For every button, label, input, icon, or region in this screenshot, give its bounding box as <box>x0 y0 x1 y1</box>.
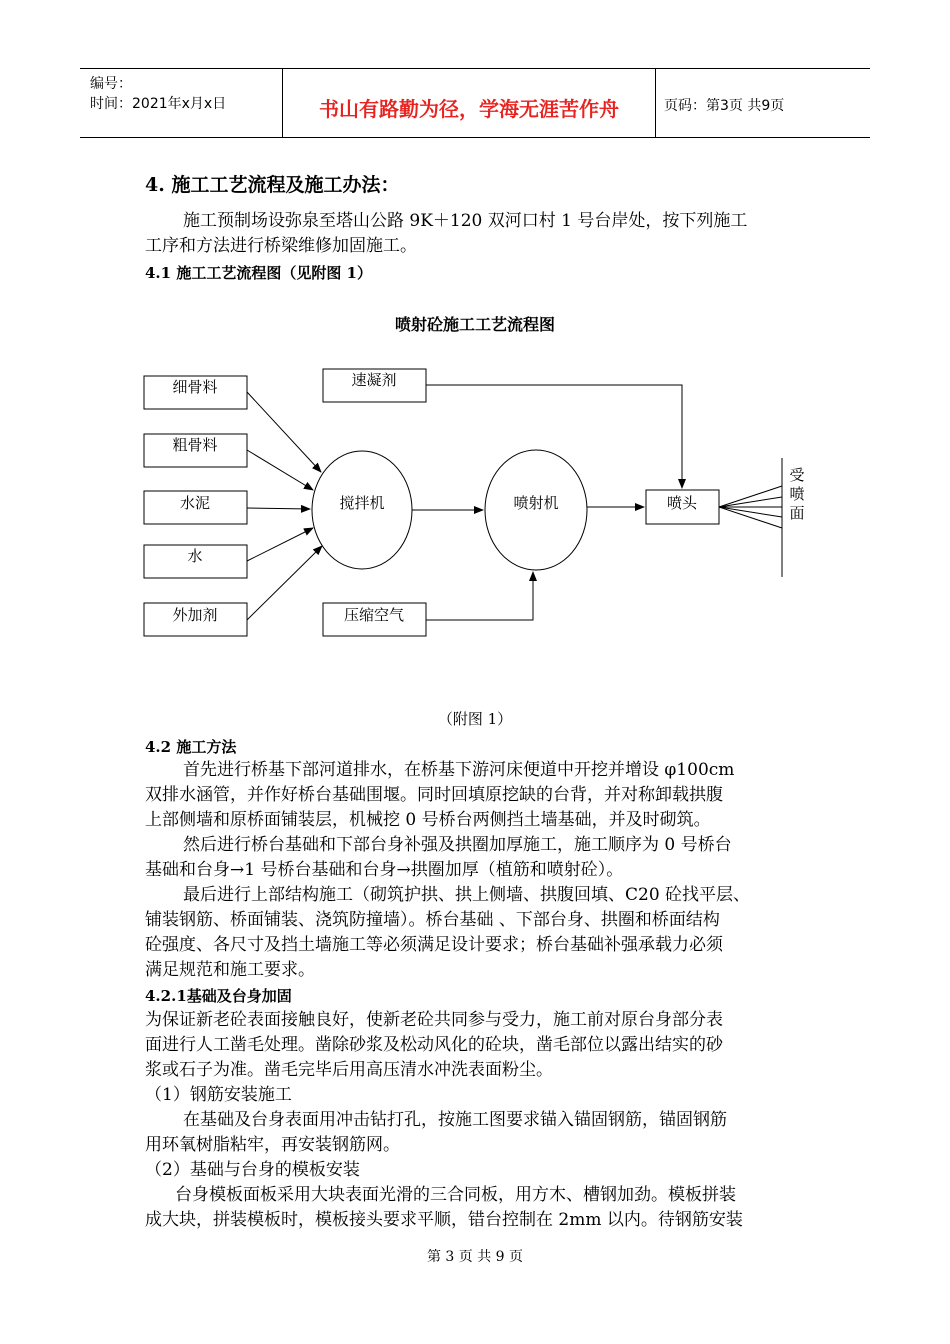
input-box-coarse-aggregate <box>144 434 247 467</box>
item-1-title: （1）钢筋安装施工 <box>145 1085 292 1105</box>
input-label: 水泥 <box>179 494 211 512</box>
paragraph-line: 最后进行上部结构施工（砌筑护拱、拱上侧墙、拱腹回填、C20 砼找平层、 <box>183 885 751 905</box>
diagram-caption: （附图 1） <box>437 710 513 728</box>
paragraph-line: 台身模板面板采用大块表面光滑的三合同板，用方木、槽钢加劲。模板拼装 <box>175 1185 736 1205</box>
svg-text:面: 面 <box>789 504 805 522</box>
paragraph-line: 然后进行桥台基础和下部台身补强及拱圈加厚施工，施工顺序为 0 号桥台 <box>183 835 732 855</box>
section-4-2-heading: 4.2 施工方法 <box>145 738 237 756</box>
mixer-label: 搅拌机 <box>339 494 385 512</box>
input-label: 细骨料 <box>172 378 218 396</box>
document-date: 时间：2021年x月x日 <box>90 96 227 112</box>
mixer-node <box>312 451 412 569</box>
nozzle-box <box>646 490 719 524</box>
arrow-coarse-to-mixer <box>247 450 313 490</box>
section-4-2-1-heading: 4.2.1基础及台身加固 <box>145 987 292 1005</box>
sprayer-label: 喷射机 <box>513 494 559 512</box>
compressed-air-label: 压缩空气 <box>343 606 405 624</box>
arrow-cement-to-mixer <box>247 508 310 509</box>
input-box-admixture <box>144 603 247 636</box>
nozzle-label: 喷头 <box>666 494 698 512</box>
accelerator-label: 速凝剂 <box>351 371 397 389</box>
page-number-label: 页码：第3页 共9页 <box>664 98 785 114</box>
input-box-water <box>144 545 247 578</box>
sprayer-node <box>485 450 587 570</box>
receiving-surface-label <box>789 466 804 522</box>
document-number: 编号： <box>90 76 132 92</box>
paragraph-line: 双排水涵管，并作好桥台基础围堰。同时回填原挖缺的台背，并对称卸载拱腹 <box>145 785 723 805</box>
compressed-air-box <box>323 603 426 636</box>
input-label: 水 <box>187 547 203 565</box>
paragraph-line: 铺装钢筋、桥面铺装、浇筑防撞墙）。桥台基础 、下部台身、拱圈和桥面结构 <box>145 910 720 930</box>
paragraph-line: 基础和台身→1 号桥台基础和台身→拱圈加厚（植筋和喷射砼）。 <box>145 860 624 880</box>
arrow-fine-to-mixer <box>247 392 321 472</box>
diagram-title: 喷射砼施工工艺流程图 <box>394 315 555 334</box>
motto-text: 书山有路勤为径，学海无涯苦作舟 <box>319 97 619 121</box>
paragraph-line: 上部侧墙和原桥面铺装层，机械挖 0 号桥台两侧挡土墙基础，并及时砌筑。 <box>145 810 711 830</box>
paragraph-line: 浆或石子为准。凿毛完毕后用高压清水冲洗表面粉尘。 <box>145 1060 553 1080</box>
arrow-water-to-mixer <box>247 528 313 561</box>
spray-fan <box>719 486 782 528</box>
arrow-air-to-sprayer <box>426 572 533 620</box>
paragraph-line: 满足规范和施工要求。 <box>145 960 315 980</box>
paragraph-line: 用环氧树脂粘牢，再安装钢筋网。 <box>145 1135 400 1155</box>
accelerator-box <box>323 369 426 402</box>
paragraph-line: 为保证新老砼表面接触良好，使新老砼共同参与受力，施工前对原台身部分表 <box>145 1010 723 1030</box>
section-4-1-heading: 4.1 施工工艺流程图（见附图 1） <box>145 264 372 282</box>
page-footer: 第 3 页 共 9 页 <box>426 1249 524 1265</box>
paragraph-line: 砼强度、各尺寸及挡土墙施工等必须满足设计要求；桥台基础补强承载力必须 <box>145 935 723 955</box>
paragraph-line: 面进行人工凿毛处理。凿除砂浆及松动风化的砼块，凿毛部位以露出结实的砂 <box>145 1035 723 1055</box>
item-2-title: （2）基础与台身的模板安装 <box>145 1160 360 1180</box>
input-label: 外加剂 <box>172 606 218 624</box>
section-4-heading: 4. 施工工艺流程及施工办法： <box>145 174 400 196</box>
svg-text:喷: 喷 <box>789 485 805 503</box>
input-label: 粗骨料 <box>172 436 218 454</box>
svg-text:受: 受 <box>789 466 805 484</box>
intro-line-2: 工序和方法进行桥梁维修加固施工。 <box>145 236 417 256</box>
input-box-fine-aggregate <box>144 376 247 409</box>
intro-line-1: 施工预制场设弥泉至塔山公路 9K＋120 双河口村 1 号台岸处，按下列施工 <box>183 211 748 231</box>
paragraph-line: 在基础及台身表面用冲击钻打孔，按施工图要求锚入锚固钢筋，锚固钢筋 <box>183 1110 727 1130</box>
input-box-cement <box>144 491 247 524</box>
arrow-admixture-to-mixer <box>247 546 322 620</box>
paragraph-line: 成大块，拼装模板时，模板接头要求平顺，错台控制在 2mm 以内。待钢筋安装 <box>145 1210 743 1230</box>
paragraph-line: 首先进行桥基下部河道排水，在桥基下游河床便道中开挖并增设 φ100cm <box>183 760 735 780</box>
